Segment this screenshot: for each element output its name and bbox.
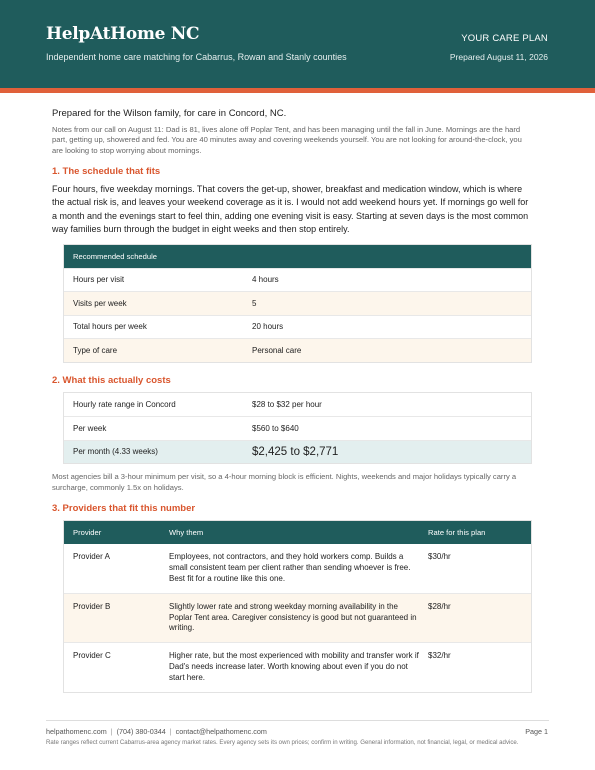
footer-contact: [46, 727, 267, 736]
footer-disclaimer: Rate ranges reflect current Cabarrus-area agency market rates. Every agency sets its own prices; confirm in writing. General information, not financial, legal, or medical advice.: [46, 739, 519, 746]
table-row-highlight: [64, 440, 531, 464]
page-number: Page 1: [525, 727, 548, 736]
table-row: [64, 544, 531, 592]
schedule-explanation: Four hours, five weekday mornings. That covers the get-up, shower, breakfast and medication window, which is where the actual risk is, and leaves your weekend coverage as it is. I would not add weekend hours yet. If mornings go well for a month and the evenings start to feel thin, adding one evening visit is easy. Starting at seven days is the most common way families burn through the budget in eight weeks and then stop entirely.: [52, 184, 529, 234]
footer-website-link[interactable]: helpathomenc.com: [46, 727, 107, 736]
plan-date: Prepared August 11, 2026: [449, 52, 548, 62]
footer-divider: [46, 720, 549, 721]
row-label: Visits per week: [73, 298, 127, 308]
row-label: Total hours per week: [73, 322, 147, 332]
footer-separator: |: [169, 727, 172, 736]
footer-phone: (704) 380-0344: [116, 727, 166, 736]
header-accent-stripe: [0, 88, 595, 93]
table-row: [64, 268, 531, 292]
row-label: Hourly rate range in Concord: [73, 399, 176, 409]
plan-label: YOUR CARE PLAN: [461, 33, 548, 44]
row-value: $28 to $32 per hour: [252, 399, 322, 409]
row-value: 4 hours: [252, 275, 279, 285]
table-row: [64, 416, 531, 440]
footer-separator: |: [110, 727, 113, 736]
header-banner: [0, 0, 595, 88]
row-value: Personal care: [252, 345, 302, 355]
provider-reason: Slightly lower rate and strong weekday morning availability in the Poplar Tent area. Caregiver consistency is good but not guaranteed in writing.: [169, 601, 417, 633]
row-value: 20 hours: [252, 322, 284, 332]
document-body: [52, 108, 532, 701]
table-row: [64, 393, 531, 417]
brand-tagline: Independent home care matching for Cabarrus, Rowan and Stanly counties: [46, 52, 347, 62]
table-row: [64, 315, 531, 339]
provider-reason: Employees, not contractors, and they hold workers comp. Builds a small consistent team per client rather than sending whoever is free. Best fit for a routine like this one.: [169, 552, 411, 583]
table-row: [64, 338, 531, 362]
providers-table-header: [64, 521, 531, 544]
schedule-table-header: Recommended schedule: [64, 245, 531, 268]
row-value: $560 to $640: [252, 423, 299, 433]
row-label: Type of care: [73, 345, 118, 355]
billing-note: Most agencies bill a 3-hour minimum per visit, so a 4-hour morning block is efficient. Nights, weekends and major holidays typically carry a surcharge, commonly 1.5x on holidays.: [52, 472, 517, 492]
provider-name: Provider C: [73, 651, 111, 661]
table-row: [64, 593, 531, 642]
row-label: Hours per visit: [73, 275, 125, 285]
providers-table: [63, 520, 532, 692]
row-label: Per week: [73, 423, 107, 433]
section-title-schedule: 1. The schedule that fits: [52, 166, 161, 178]
column-header: Rate for this plan: [428, 528, 486, 538]
provider-rate: $28/hr: [428, 601, 451, 611]
footer-email-link[interactable]: contact@helpathomenc.com: [175, 727, 267, 736]
brand-logo: HelpAtHome NC: [46, 24, 200, 44]
provider-rate: $32/hr: [428, 651, 451, 661]
provider-name: Provider B: [73, 601, 111, 611]
column-header: Provider: [73, 528, 102, 538]
column-header: Why them: [169, 527, 204, 537]
row-value: 5: [252, 298, 257, 308]
row-label: Per month (4.33 weeks): [73, 447, 158, 457]
section-title-providers: 3. Providers that fit this number: [52, 503, 196, 515]
table-row: [64, 642, 531, 691]
call-notes: Notes from our call on August 11: Dad is 81, lives alone off Poplar Tent, and has been managing until the fall in June. Mornings are the hard part, getting up, showered and fed. You are 40 minutes away and covering weekends yourself. You are not looking for around-the-clock, you are looking to stop worrying about mornings.: [52, 125, 522, 155]
monthly-total-value: $2,425 to $2,771: [252, 445, 339, 458]
table-row: [64, 291, 531, 315]
provider-rate: $30/hr: [428, 552, 451, 562]
section-title-costs: 2. What this actually costs: [52, 374, 171, 386]
provider-reason: Higher rate, but the most experienced with mobility and transfer work if Dad's needs increase later. Worth knowing about even if you do not start here.: [169, 651, 419, 682]
cost-table: [63, 392, 532, 465]
schedule-table: [63, 244, 532, 363]
provider-name: Provider A: [73, 552, 110, 562]
intro-lead: Prepared for the Wilson family, for care in Concord, NC.: [52, 108, 287, 119]
